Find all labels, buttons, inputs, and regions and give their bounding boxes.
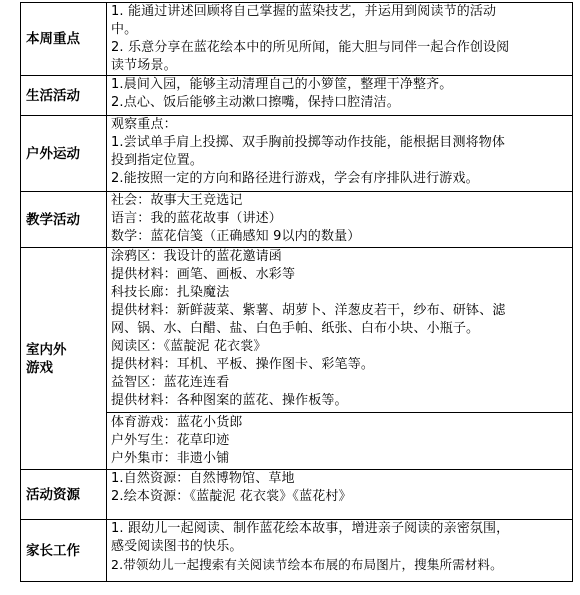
outdoor-games-block bbox=[107, 412, 572, 469]
row-label: 本周重点 bbox=[21, 3, 107, 76]
row-content bbox=[107, 520, 573, 582]
indoor-games-block bbox=[111, 248, 570, 412]
row-daily-life bbox=[21, 76, 573, 116]
content-line: 提供材料：耳机、平板、操作图卡、彩笔等。 bbox=[111, 357, 375, 372]
content-line: 1. 跟幼儿一起阅读、制作蓝花绘本故事，增进亲子阅读的亲密氛围， bbox=[111, 521, 510, 536]
content-line: 感受阅读图书的快乐。 bbox=[111, 539, 243, 554]
content-line: 2.带领幼儿一起搜索有关阅读节绘本布展的布局图片，搜集所需材料。 bbox=[111, 557, 503, 572]
row-label: 户外运动 bbox=[21, 116, 107, 192]
content-line: 网、锅、水、白醋、盐、白色手帕、纸张、白布小块、小瓶子。 bbox=[111, 321, 480, 336]
content-line: 户外写生：花草印迹 bbox=[111, 433, 230, 448]
weekly-plan-table bbox=[20, 2, 573, 582]
content-line: 2. 乐意分享在蓝花绘本中的所见所闻，能大胆与同伴一起合作创设阅 bbox=[111, 40, 510, 55]
content-line: 中。 bbox=[111, 22, 138, 37]
content-line: 体育游戏：蓝花小货郎 bbox=[111, 415, 243, 430]
content-line: 阅读区：《蓝靛泥 花衣裳》 bbox=[111, 339, 267, 354]
content-line: 户外集市：非遗小铺 bbox=[111, 451, 230, 466]
weekly-plan-sheet bbox=[20, 2, 573, 582]
content-line: 2.绘本资源：《蓝靛泥 花衣裳》《蓝花村》 bbox=[111, 489, 352, 504]
content-line: 1.晨间入园，能够主动清理自己的小箩筐，整理干净整齐。 bbox=[111, 77, 453, 92]
content-line: 提供材料：新鲜菠菜、紫薯、胡萝卜、洋葱皮若干，纱布、研钵、滤 bbox=[111, 303, 506, 318]
content-line: 观察重点： bbox=[111, 117, 177, 132]
content-line: 数学：蓝花信笺（正确感知 9以内的数量） bbox=[111, 229, 361, 244]
content-line: 2.能按照一定的方向和路径进行游戏，学会有序排队进行游戏。 bbox=[111, 171, 479, 186]
content-line: 益智区：蓝花连连看 bbox=[111, 375, 230, 390]
content-line: 2.点心、饭后能够主动漱口擦嘴，保持口腔清洁。 bbox=[111, 95, 400, 110]
content-line: 1.自然资源：自然博物馆、草地 bbox=[111, 471, 295, 486]
row-weekly-focus bbox=[21, 3, 573, 76]
content-line: 提供材料：各种图案的蓝花、操作板等。 bbox=[111, 393, 348, 408]
row-content bbox=[107, 116, 573, 192]
content-line: 社会：故事大王竞选记 bbox=[111, 193, 243, 208]
content-line: 读节场景。 bbox=[111, 58, 177, 73]
row-content bbox=[107, 470, 573, 520]
row-content bbox=[107, 3, 573, 76]
row-content bbox=[107, 76, 573, 116]
content-line: 涂鸦区：我设计的蓝花邀请函 bbox=[111, 249, 282, 264]
content-line: 1. 能通过讲述回顾将自己掌握的蓝染技艺，并运用到阅读节的活动 bbox=[111, 4, 497, 19]
row-indoor-outdoor-games bbox=[21, 248, 573, 470]
row-parent-work bbox=[21, 520, 573, 582]
row-label: 活动资源 bbox=[21, 470, 107, 520]
content-line: 投到指定位置。 bbox=[111, 153, 204, 168]
row-outdoor-exercise bbox=[21, 116, 573, 192]
row-content bbox=[107, 248, 573, 470]
row-activity-resources bbox=[21, 470, 573, 520]
row-teaching-activities bbox=[21, 192, 573, 248]
row-label: 生活活动 bbox=[21, 76, 107, 116]
row-label: 家长工作 bbox=[21, 520, 107, 582]
row-label: 教学活动 bbox=[21, 192, 107, 248]
content-line: 提供材料：画笔、画板、水彩等 bbox=[111, 267, 296, 282]
row-content bbox=[107, 192, 573, 248]
row-label: 室内外 游戏 bbox=[21, 248, 107, 470]
content-line: 科技长廊：扎染魔法 bbox=[111, 285, 230, 300]
content-line: 1.尝试单手肩上投掷、双手胸前投掷等动作技能，能根据目测将物体 bbox=[111, 135, 506, 150]
content-line: 语言：我的蓝花故事（讲述） bbox=[111, 211, 282, 226]
